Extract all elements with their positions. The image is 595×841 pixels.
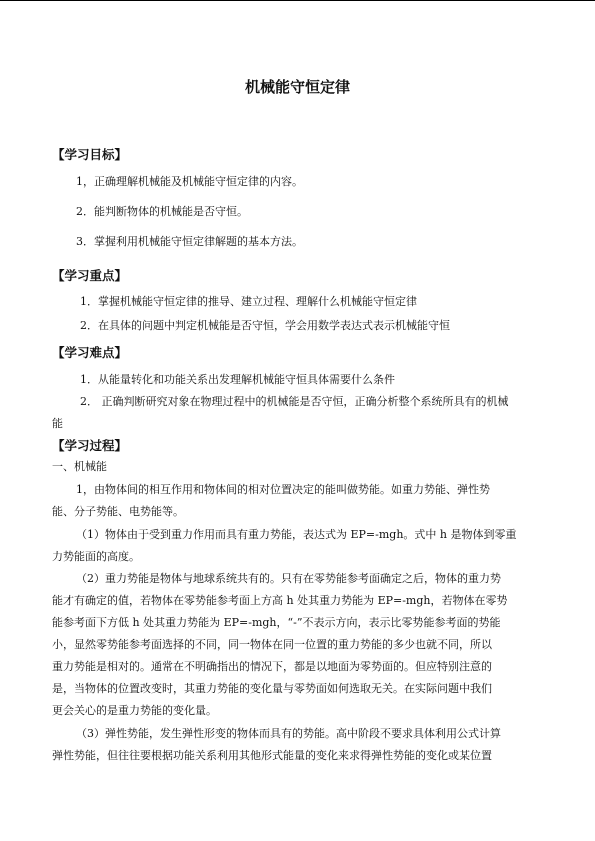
section-machanical-energy: 一、机械能 — [52, 460, 107, 473]
para-2-line-1: （1）物体由于受到重力作用而具有重力势能，表达式为 EP=-mgh。式中 h 是物体到零重 — [76, 528, 517, 541]
para-1-line-2: 能、分子势能、电势能等。 — [52, 505, 184, 518]
para-4-line-2: 弹性势能，但往往要根据功能关系利用其他形式能量的变化来求得弹性势能的变化或某位置 — [52, 749, 492, 762]
goals-heading: 【学习目标】 — [52, 147, 128, 162]
para-3-line-4: 小，显然零势能参考面选择的不同，同一物体在同一位置的重力势能的多少也就不同，所以 — [52, 638, 492, 651]
para-2-line-2: 力势能面的高度。 — [52, 550, 140, 563]
difficulty-2-line-2: 能 — [52, 417, 63, 430]
goal-item-3: 3．掌握利用机械能守恒定律解题的基本方法。 — [76, 235, 303, 248]
para-3-line-7: 更会关心的是重力势能的变化量。 — [52, 704, 217, 717]
para-3-line-1: （2）重力势能是物体与地球系统共有的。只有在零势能参考面确定之后，物体的重力势 — [76, 572, 501, 585]
key-point-2: 2．在具体的问题中判定机械能是否守恒，学会用数学表达式表示机械能守恒 — [80, 319, 450, 332]
goal-item-1: 1，正确理解机械能及机械能守恒定律的内容。 — [76, 175, 303, 188]
para-1-line-1: 1，由物体间的相互作用和物体间的相对位置决定的能叫做势能。如重力势能、弹性势 — [76, 483, 490, 496]
document-title: 机械能守恒定律 — [244, 78, 350, 96]
goal-item-2: 2．能判断物体的机械能是否守恒。 — [76, 205, 248, 218]
process-heading: 【学习过程】 — [52, 438, 128, 453]
difficulty-1: 1．从能量转化和功能关系出发理解机械能守恒具体需要什么条件 — [80, 373, 395, 386]
para-3-line-6: 是，当物体的位置改变时，其重力势能的变化量与零势面如何选取无关。在实际问题中我们 — [52, 682, 492, 695]
para-3-line-3: 能参考面下方低 h 处其重力势能为 EP=-mgh，“-”不表示方向，表示比零势能参考面的势能 — [52, 616, 501, 629]
key-point-1: 1．掌握机械能守恒定律的推导、建立过程、理解什么机械能守恒定律 — [80, 295, 417, 308]
difficulties-heading: 【学习难点】 — [52, 345, 128, 360]
para-3-line-5: 重力势能是相对的。通常在不明确指出的情况下，都是以地面为零势面的。但应特别注意的 — [52, 660, 492, 673]
difficulty-2-line-1: 2． 正确判断研究对象在物理过程中的机械能是否守恒，正确分析整个系统所具有的机械 — [80, 395, 509, 408]
para-4-line-1: （3）弹性势能，发生弹性形变的物体而具有的势能。高中阶段不要求具体利用公式计算 — [76, 727, 501, 740]
para-3-line-2: 能才有确定的值，若物体在零势能参考面上方高 h 处其重力势能为 EP=-mgh，若物体在零势 — [52, 594, 508, 607]
key-points-heading: 【学习重点】 — [52, 268, 128, 283]
